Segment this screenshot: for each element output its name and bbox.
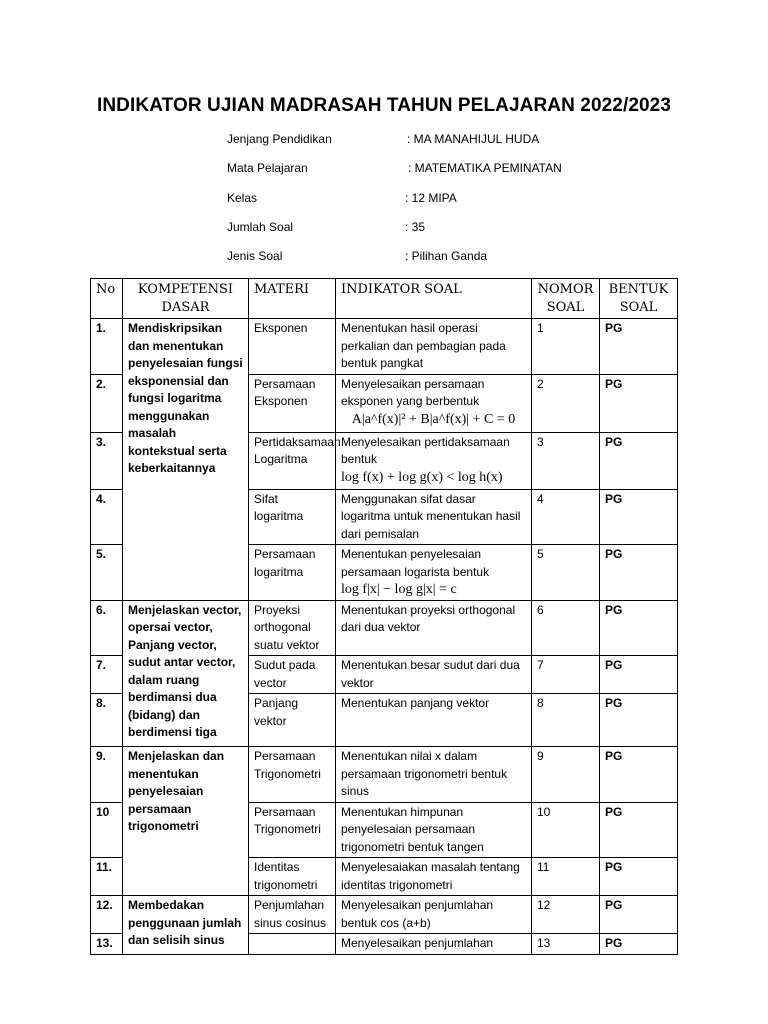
row-materi: Persamaan Eksponen xyxy=(249,374,336,432)
row-bentuk: PG xyxy=(600,600,678,656)
header-materi: MATERI xyxy=(249,279,336,319)
document-title: INDIKATOR UJIAN MADRASAH TAHUN PELAJARAN 2022/2023 xyxy=(96,95,672,116)
meta-label: Mata Pelajaran xyxy=(227,161,308,175)
meta-value: : MA MANAHIJUL HUDA xyxy=(407,132,540,146)
row-no: 11. xyxy=(91,858,123,896)
row-materi: Eksponen xyxy=(249,319,336,375)
table-header-row xyxy=(91,279,678,319)
header-bentuk: BENTUK SOAL xyxy=(600,279,678,319)
row-bentuk: PG xyxy=(600,802,678,858)
row-indikator xyxy=(336,432,532,489)
formula: A|a^f(x)|² + B|a^f(x)| + C = 0 xyxy=(351,411,516,427)
row-nomor: 5 xyxy=(532,545,600,601)
row-nomor: 1 xyxy=(532,319,600,375)
meta-value: : Pilihan Ganda xyxy=(405,249,488,263)
row-bentuk: PG xyxy=(600,374,678,432)
row-indikator: Menyelesaiakan masalah tentang identitas trigonometri xyxy=(336,858,532,896)
row-bentuk: PG xyxy=(600,896,678,934)
indikator-text: Menentukan penyelesaian persamaan logarista bentuk xyxy=(341,547,490,579)
row-no: 3. xyxy=(91,432,123,489)
row-nomor: 2 xyxy=(532,374,600,432)
meta-value: : 35 xyxy=(405,220,426,234)
indikator-text: Menyelesaikan pertidaksamaan bentuk xyxy=(341,434,510,466)
row-nomor: 12 xyxy=(532,896,600,934)
meta-label: Jenis Soal xyxy=(227,249,283,263)
row-bentuk: PG xyxy=(600,319,678,375)
table-row xyxy=(91,600,678,656)
row-bentuk: PG xyxy=(600,694,678,747)
row-nomor: 6 xyxy=(532,600,600,656)
row-indikator: Menentukan proyeksi orthogonal dari dua vektor xyxy=(336,600,532,656)
row-no: 7. xyxy=(91,656,123,694)
row-materi: Penjumlahan sinus cosinus xyxy=(249,896,336,934)
row-nomor: 7 xyxy=(532,656,600,694)
row-bentuk: PG xyxy=(600,858,678,896)
row-indikator: Menentukan panjang vektor xyxy=(336,694,532,747)
row-materi: Panjang vektor xyxy=(249,694,336,747)
row-no: 5. xyxy=(91,545,123,601)
row-indikator: Menentukan hasil operasi perkalian dan pembagian pada bentuk pangkat xyxy=(336,319,532,375)
row-no: 8. xyxy=(91,694,123,747)
kompetensi-cell: Menjelaskan vector, opersai vector, Panjang vector, sudut antar vector, dalam ruang berdimansi dua (bidang) dan berdimensi tiga xyxy=(123,600,249,747)
table-row xyxy=(91,319,678,375)
row-materi xyxy=(249,934,336,955)
table-row xyxy=(91,896,678,934)
row-nomor: 11 xyxy=(532,858,600,896)
indikator-text: Menyelesaikan persamaan eksponen yang berbentuk xyxy=(341,376,485,408)
row-nomor: 4 xyxy=(532,489,600,545)
row-indikator: Menyelesaikan penjumlahan bentuk cos (a+b) xyxy=(336,896,532,934)
meta-value: : MATEMATIKA PEMINATAN xyxy=(408,161,562,175)
row-materi: Persamaan Trigonometri xyxy=(249,747,336,803)
row-indikator: Menggunakan sifat dasar logaritma untuk menentukan hasil dari pemisalan xyxy=(336,489,532,545)
row-bentuk: PG xyxy=(600,432,678,489)
header-indikator: INDIKATOR SOAL xyxy=(336,279,532,319)
row-no: 12. xyxy=(91,896,123,934)
header-nomor: NOMOR SOAL xyxy=(532,279,600,319)
meta-label: Kelas xyxy=(227,191,258,205)
meta-label: Jenjang Pendidikan xyxy=(227,132,332,146)
row-bentuk: PG xyxy=(600,656,678,694)
formula: log f(x) + log g(x) < log h(x) xyxy=(341,469,503,485)
row-nomor: 8 xyxy=(532,694,600,747)
kompetensi-cell: Membedakan penggunaan jumlah dan selisih sinus xyxy=(123,896,249,955)
row-nomor: 3 xyxy=(532,432,600,489)
row-bentuk: PG xyxy=(600,489,678,545)
row-nomor: 9 xyxy=(532,747,600,803)
header-no: No xyxy=(91,279,123,319)
row-materi: Identitas trigonometri xyxy=(249,858,336,896)
row-materi: Sifat logaritma xyxy=(249,489,336,545)
table-row xyxy=(91,747,678,803)
row-no: 9. xyxy=(91,747,123,803)
row-bentuk: PG xyxy=(600,747,678,803)
row-materi: Sudut pada vector xyxy=(249,656,336,694)
row-no: 10 xyxy=(91,802,123,858)
meta-value: : 12 MIPA xyxy=(405,191,457,205)
row-bentuk: PG xyxy=(600,934,678,955)
indikator-table xyxy=(90,278,678,955)
row-no: 2. xyxy=(91,374,123,432)
row-nomor: 13 xyxy=(532,934,600,955)
row-materi: Pertidaksamaan Logaritma xyxy=(249,432,336,489)
kompetensi-cell: Menjelaskan dan menentukan penyelesaian persamaan trigonometri xyxy=(123,747,249,896)
row-materi: Persamaan Trigonometri xyxy=(249,802,336,858)
row-materi: Persamaan logaritma xyxy=(249,545,336,601)
row-no: 6. xyxy=(91,600,123,656)
header-kompetensi: KOMPETENSI DASAR xyxy=(123,279,249,319)
row-nomor: 10 xyxy=(532,802,600,858)
meta-label: Jumlah Soal xyxy=(227,220,294,234)
row-indikator: Menentukan nilai x dalam persamaan trigonometri bentuk sinus xyxy=(336,747,532,803)
row-no: 1. xyxy=(91,319,123,375)
row-materi: Proyeksi orthogonal suatu vektor xyxy=(249,600,336,656)
row-bentuk: PG xyxy=(600,545,678,601)
row-indikator xyxy=(336,545,532,601)
row-indikator: Menyelesaikan penjumlahan xyxy=(336,934,532,955)
row-indikator: Menentukan himpunan penyelesaian persamaan trigonometri bentuk tangen xyxy=(336,802,532,858)
kompetensi-cell: Mendiskripsikan dan menentukan penyelesaian fungsi eksponensial dan fungsi logaritma menggunakan masalah kontekstual serta keberkaitannya xyxy=(123,319,249,601)
row-no: 4. xyxy=(91,489,123,545)
formula: log f|x| − log g|x| = c xyxy=(341,582,457,597)
row-indikator xyxy=(336,374,532,432)
row-indikator: Menentukan besar sudut dari dua vektor xyxy=(336,656,532,694)
row-no: 13. xyxy=(91,934,123,955)
